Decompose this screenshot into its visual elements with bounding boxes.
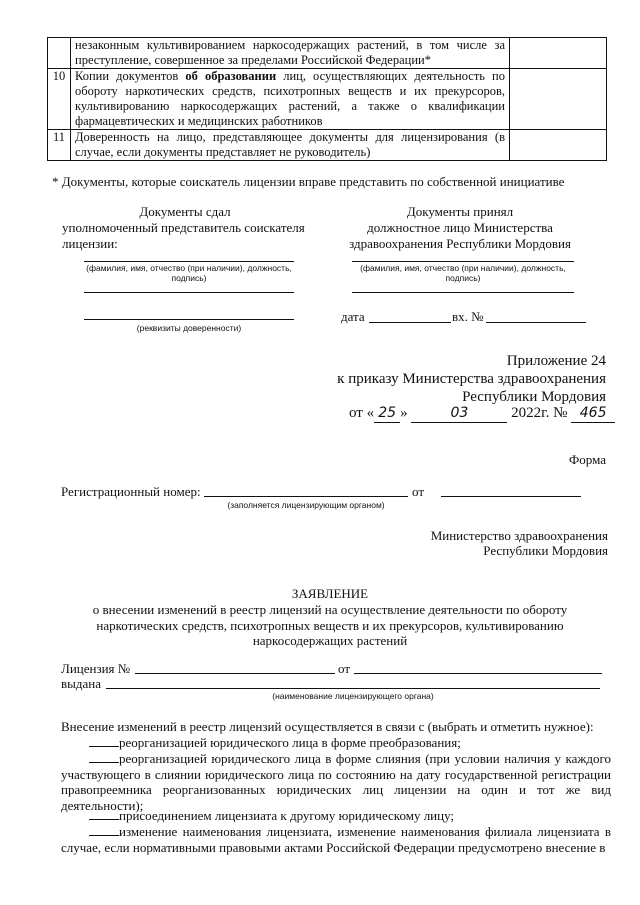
appendix-month: 03 bbox=[411, 405, 507, 423]
license-number-line[interactable] bbox=[135, 673, 335, 674]
footnote: * Документы, которые соискатель лицензии вправе представить по собственной инициативе bbox=[52, 174, 565, 189]
row-number bbox=[48, 38, 71, 69]
statement-subtitle: о внесении изменений в реестр лицензий на осуществление деятельности по обороту наркотических средств, психотропных веществ и их прекурсоров, культивированию наркосодержащих растений bbox=[92, 602, 568, 648]
proxy-line bbox=[84, 319, 294, 320]
row-mark-cell[interactable] bbox=[510, 130, 607, 161]
accepted-caption: (фамилия, имя, отчество (при наличии), должность, подпись) bbox=[360, 263, 566, 283]
accepted-signature-line bbox=[352, 261, 574, 262]
registration-caption: (заполняется лицензирующим органом) bbox=[227, 500, 385, 510]
appendix-line2: Республики Мордовия bbox=[462, 389, 606, 405]
license-date-line[interactable] bbox=[354, 673, 602, 674]
option-4-checkbox-line bbox=[89, 835, 119, 836]
license-issued-label: выдана bbox=[61, 676, 101, 691]
table-row bbox=[48, 38, 607, 69]
option-3-checkbox-line bbox=[89, 819, 119, 820]
row-mark-cell[interactable] bbox=[510, 38, 607, 69]
appendix-day: 25 bbox=[374, 405, 400, 423]
in-no-line bbox=[486, 322, 586, 323]
documents-table bbox=[47, 37, 607, 161]
option-1-checkbox-line bbox=[89, 746, 119, 747]
intro-text: Внесение изменений в реестр лицензий осуществляется в связи с (выбрать и отметить нужное): bbox=[61, 719, 594, 734]
accepted-line1: должностное лицо Министерства bbox=[367, 220, 553, 235]
row-mark-cell[interactable] bbox=[510, 69, 607, 130]
license-label: Лицензия № bbox=[61, 661, 131, 676]
appendix-date: от « 25 » 03 2022г. № 465 bbox=[349, 405, 615, 423]
form-label: Форма bbox=[569, 452, 606, 467]
accepted-title: Документы принял bbox=[406, 204, 514, 219]
appendix-year-label: 2022г. № bbox=[511, 405, 568, 421]
appendix-line1: к приказу Министерства здравоохранения bbox=[337, 371, 606, 387]
option-4[interactable]: изменение наименования лицензиата, изменение наименования филиала лицензиата в случае, если нормативными правовыми актами Российской Федерации предусмотрено внесение в bbox=[61, 824, 611, 855]
row-text: незаконным культивированием наркосодержащих растений, в том числе за преступление, совершенное за пределами Российской Федерации* bbox=[71, 38, 510, 69]
table-row bbox=[48, 69, 607, 130]
license-caption: (наименование лицензирующего органа) bbox=[272, 691, 434, 701]
submitted-line2: лицензии: bbox=[62, 236, 118, 251]
row-number: 10 bbox=[48, 69, 71, 130]
option-2-checkbox-line bbox=[89, 762, 119, 763]
row-text: Доверенность на лицо, представляющее документы для лицензирования (в случае, если документы представляет не руководитель) bbox=[71, 130, 510, 161]
proxy-caption: (реквизиты доверенности) bbox=[136, 323, 242, 333]
submitted-signature-line bbox=[84, 261, 294, 262]
submitted-extra-line bbox=[84, 292, 294, 293]
registration-label: Регистрационный номер: bbox=[61, 484, 201, 499]
option-2[interactable]: реорганизацией юридического лица в форме слияния (при условии наличия у каждого участвующего в слиянии юридического лица по состоянию на дату государственной регистрации правопреемника реорганизованных юридических лиц лицензии на один и тот же вид деятельности); bbox=[61, 751, 611, 813]
statement-title: ЗАЯВЛЕНИЕ bbox=[291, 586, 369, 601]
submitted-title: Документы сдал bbox=[139, 204, 231, 219]
option-3[interactable]: присоединением лицензиата к другому юридическому лицу; bbox=[61, 808, 611, 824]
license-from-label: от bbox=[338, 661, 351, 676]
option-1[interactable]: реорганизацией юридического лица в форме преобразования; bbox=[61, 735, 611, 751]
date-label: дата bbox=[341, 309, 365, 324]
registration-from-label: от bbox=[412, 484, 425, 499]
row-number: 11 bbox=[48, 130, 71, 161]
appendix-number: 465 bbox=[571, 405, 615, 423]
submitted-caption: (фамилия, имя, отчество (при наличии), должность, подпись) bbox=[86, 263, 292, 283]
row-text: Копии документов об образовании лиц, осуществляющих деятельность по обороту наркотических средств, психотропных веществ и их прекурсоров, культивированию наркосодержащих растений, а также о квалификации фармацевтических и медицинских работников bbox=[71, 69, 510, 130]
accepted-extra-line bbox=[352, 292, 574, 293]
date-line bbox=[369, 322, 451, 323]
ministry-line2: Республики Мордовия bbox=[483, 543, 608, 558]
registration-number-line[interactable] bbox=[204, 496, 408, 497]
appendix-title: Приложение 24 bbox=[506, 353, 606, 369]
license-issuer-line[interactable] bbox=[106, 688, 600, 689]
registration-date-line[interactable] bbox=[441, 496, 581, 497]
submitted-line1: уполномоченный представитель соискателя bbox=[62, 220, 305, 235]
ministry-line1: Министерство здравоохранения bbox=[430, 528, 608, 543]
table-row bbox=[48, 130, 607, 161]
accepted-line2: здравоохранения Республики Мордовия bbox=[349, 236, 571, 251]
in-no-label: вх. № bbox=[452, 309, 484, 324]
